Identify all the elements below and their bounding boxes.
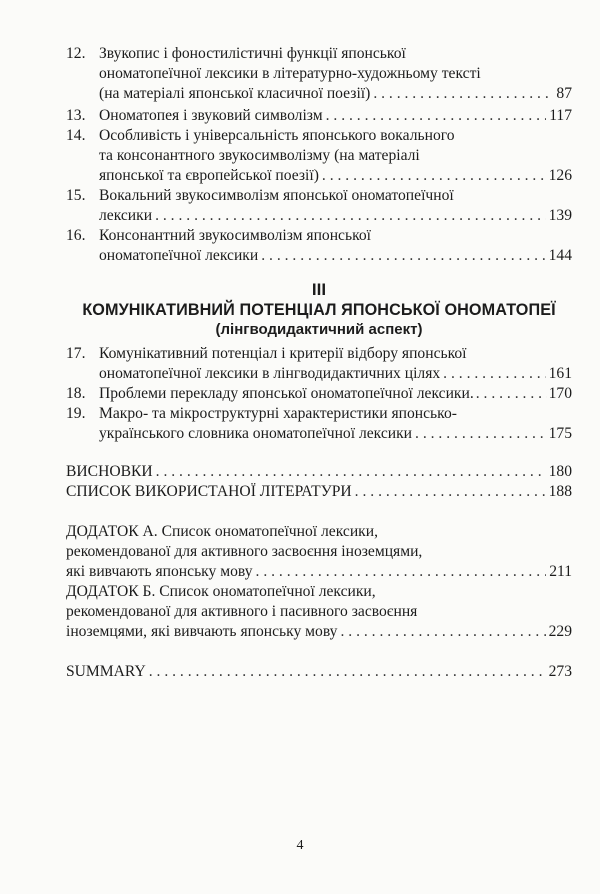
entry-title-line: ономатопеїчної лексики в літературно-художньому тексті xyxy=(99,65,481,82)
entry-number: 14. xyxy=(66,127,86,144)
toc-group-section3 xyxy=(66,344,572,444)
entry-title-line: іноземцями, які вивчають японську мову xyxy=(66,623,338,640)
entry-title-line: Особливість і універсальність японського вокального xyxy=(99,127,455,144)
section-title: КОМУНІКАТИВНИЙ ПОТЕНЦІАЛ ЯПОНСЬКОЇ ОНОМАТОПЕЇ xyxy=(82,301,556,319)
entry-title-line: ДОДАТОК Б. Список ономатопеїчної лексики, xyxy=(66,583,376,600)
entry-page: 175 xyxy=(548,425,572,442)
entry-title-line: та консонантного звукосимволізму (на матеріалі xyxy=(99,147,420,164)
toc-entry-12 xyxy=(66,44,572,104)
entry-page: 126 xyxy=(548,167,572,184)
section-heading xyxy=(66,279,572,340)
entry-page: 87 xyxy=(556,85,572,102)
toc-entry-19 xyxy=(66,404,572,444)
leader-dots xyxy=(149,662,546,682)
entry-title-line: Звукопис і фоностилістичні функції японської xyxy=(99,45,406,62)
section-subtitle: (лінгводидактичний аспект) xyxy=(215,321,423,338)
entry-title-line: які вивчають японську мову xyxy=(66,563,253,580)
entry-title-line: ономатопеїчної лексики в лінгводидактичних цілях xyxy=(99,365,441,382)
entry-page: 161 xyxy=(548,365,572,382)
entry-title-line: лексики xyxy=(99,207,153,224)
leader-dots xyxy=(326,106,547,126)
toc-entry-16 xyxy=(66,226,572,266)
entry-number: 17. xyxy=(66,345,86,362)
entry-title-line: Проблеми перекладу японської ономатопеїчної лексики. xyxy=(99,385,474,402)
entry-title-line: ВИСНОВКИ xyxy=(66,463,153,480)
entry-title-line: Макро- та мікроструктурні характеристики японсько- xyxy=(99,405,457,422)
entry-title-line: (на матеріалі японської класичної поезії) xyxy=(99,85,371,102)
toc-entry-15 xyxy=(66,186,572,226)
entry-page: 180 xyxy=(548,463,572,480)
entry-page: 139 xyxy=(548,207,572,224)
leader-dots xyxy=(443,364,545,384)
entry-title-line: Комунікативний потенціал і критерії відбору японської xyxy=(99,345,467,362)
leader-dots xyxy=(355,482,546,502)
toc-entry-17 xyxy=(66,344,572,384)
entry-number: 13. xyxy=(66,107,86,124)
toc-entry-14 xyxy=(66,126,572,186)
leader-dots xyxy=(415,424,546,444)
entry-title-line: Консонантний звукосимволізм японської xyxy=(99,227,372,244)
leader-dots xyxy=(256,562,547,582)
leader-dots xyxy=(476,384,547,404)
entry-title-line: СПИСОК ВИКОРИСТАНОЇ ЛІТЕРАТУРИ xyxy=(66,483,352,500)
leader-dots xyxy=(261,246,545,266)
entry-page: 211 xyxy=(549,563,572,580)
entry-page: 229 xyxy=(548,623,572,640)
toc-entry-18 xyxy=(66,384,572,404)
entry-title-line: Вокальний звукосимволізм японської ономатопеїчної xyxy=(99,187,454,204)
entry-title-line: рекомендованої для активного засвоєння іноземцями, xyxy=(66,543,423,560)
leader-dots xyxy=(156,462,546,482)
entry-page: 273 xyxy=(548,663,572,680)
table-of-contents xyxy=(66,44,572,682)
leader-dots xyxy=(155,206,546,226)
toc-entry-references xyxy=(66,482,572,502)
leader-dots xyxy=(340,622,545,642)
toc-group-section2 xyxy=(66,44,572,266)
toc-entry-conclusions xyxy=(66,462,572,482)
entry-page: 117 xyxy=(549,107,572,124)
entry-title-line: ДОДАТОК А. Список ономатопеїчної лексики, xyxy=(66,523,378,540)
toc-appendices xyxy=(66,522,572,642)
entry-title-line: японської та європейської поезії) xyxy=(99,167,319,184)
entry-title-line: SUMMARY xyxy=(66,663,146,680)
toc-entry-13 xyxy=(66,106,572,126)
leader-dots xyxy=(373,84,553,104)
entry-number: 16. xyxy=(66,227,86,244)
page-number: 4 xyxy=(296,838,304,853)
entry-number: 15. xyxy=(66,187,86,204)
entry-number: 19. xyxy=(66,405,86,422)
entry-page: 188 xyxy=(548,483,572,500)
entry-number: 18. xyxy=(66,385,86,402)
entry-title-line: рекомендованої для активного і пасивного засвоєння xyxy=(66,603,418,620)
toc-back-matter xyxy=(66,462,572,502)
entry-number: 12. xyxy=(66,45,86,62)
toc-entry-appendix-a xyxy=(66,522,572,582)
entry-page: 170 xyxy=(548,385,572,402)
toc-entry-summary xyxy=(66,662,572,682)
leader-dots xyxy=(322,166,546,186)
entry-title-line: Ономатопея і звуковий символізм xyxy=(99,107,323,124)
entry-title-line: українського словника ономатопеїчної лексики xyxy=(99,425,413,442)
entry-title-line: ономатопеїчної лексики xyxy=(99,247,259,264)
toc-entry-appendix-b xyxy=(66,582,572,642)
entry-page: 144 xyxy=(548,247,572,264)
section-number: III xyxy=(311,280,327,299)
